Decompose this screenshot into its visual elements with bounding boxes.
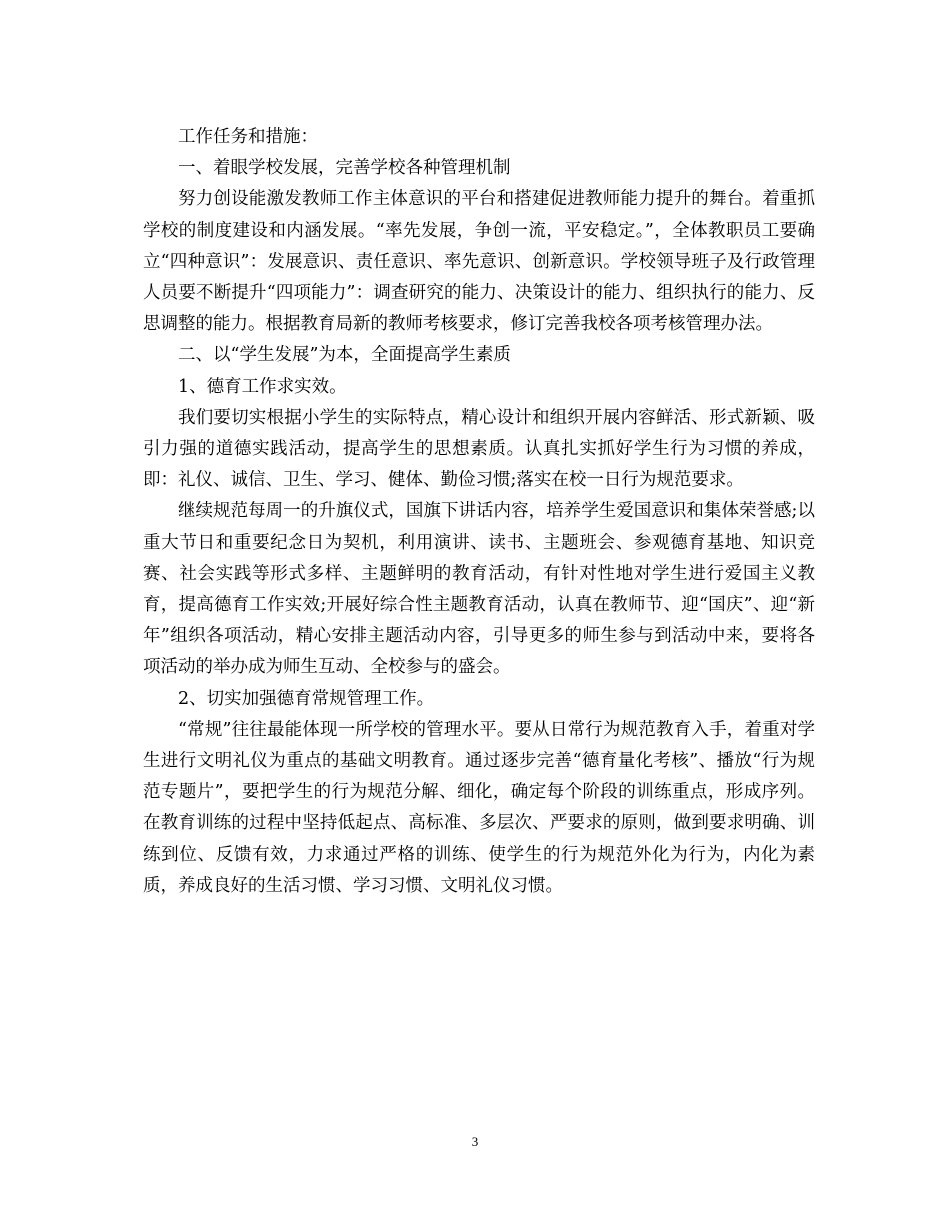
paragraph-management: 努力创设能激发教师工作主体意识的平台和搭建促进教师能力提升的舞台。着重抓学校的制度建设和内涵发展。“率先发展，争创一流，平安稳定。”，全体教职员工要确立“四种意识”：发展意识、责任意识、率先意识、创新意识。学校领导班子及行政管理人员要不断提升“四项能力”：调查研究的能力、决策设计的能力、组织执行的能力、反思调整的能力。根据教育局新的教师考核要求，修订完善我校各项考核管理办法。: [143, 189, 815, 335]
section-one-heading: 一、着眼学校发展，完善学校各种管理机制: [178, 158, 511, 179]
document-body: [143, 122, 815, 902]
paragraph-moral-practice: 我们要切实根据小学生的实际特点，精心设计和组织开展内容鲜活、形式新颖、吸引力强的道德实践活动，提高学生的思想素质。认真扎实抓好学生行为习惯的养成，即：礼仪、诚信、卫生、学习、健体、勤俭习惯;落实在校一日行为规范要求。: [143, 407, 815, 491]
page-number: 3: [471, 1134, 479, 1149]
paragraph-routine: “常规”往往最能体现一所学校的管理水平。要从日常行为规范教育入手，着重对学生进行文明礼仪为重点的基础文明教育。通过逐步完善“德育量化考核”、播放“行为规范专题片”，要把学生的行为规范分解、细化，确定每个阶段的训练重点，形成序列。在教育训练的过程中坚持低起点、高标准、多层次、严要求的原则，做到要求明确、训练到位、反馈有效，力求通过严格的训练、使学生的行为规范外化为行为，内化为素质，养成良好的生活习惯、学习习惯、文明礼仪习惯。: [143, 719, 815, 896]
section-intro-heading: 工作任务和措施：: [178, 127, 318, 147]
paragraph-flag-ceremony: 继续规范每周一的升旗仪式，国旗下讲话内容，培养学生爱国意识和集体荣誉感;以重大节日和重要纪念日为契机，利用演讲、读书、主题班会、参观德育基地、知识竞赛、社会实践等形式多样、主题鲜明的教育活动，有针对性地对学生进行爱国主义教育，提高德育工作实效;开展好综合性主题教育活动，认真在教师节、迎“国庆”、迎“新年”组织各项活动，精心安排主题活动内容，引导更多的师生参与到活动中来，要将各项活动的举办成为师生互动、全校参与的盛会。: [143, 501, 815, 678]
section-two-heading: 二、以“学生发展”为本，全面提高学生素质: [178, 345, 511, 366]
subsection-moral-education-heading: 1、德育工作求实效。: [178, 376, 347, 397]
subsection-routine-management-heading: 2、切实加强德育常规管理工作。: [178, 688, 435, 709]
